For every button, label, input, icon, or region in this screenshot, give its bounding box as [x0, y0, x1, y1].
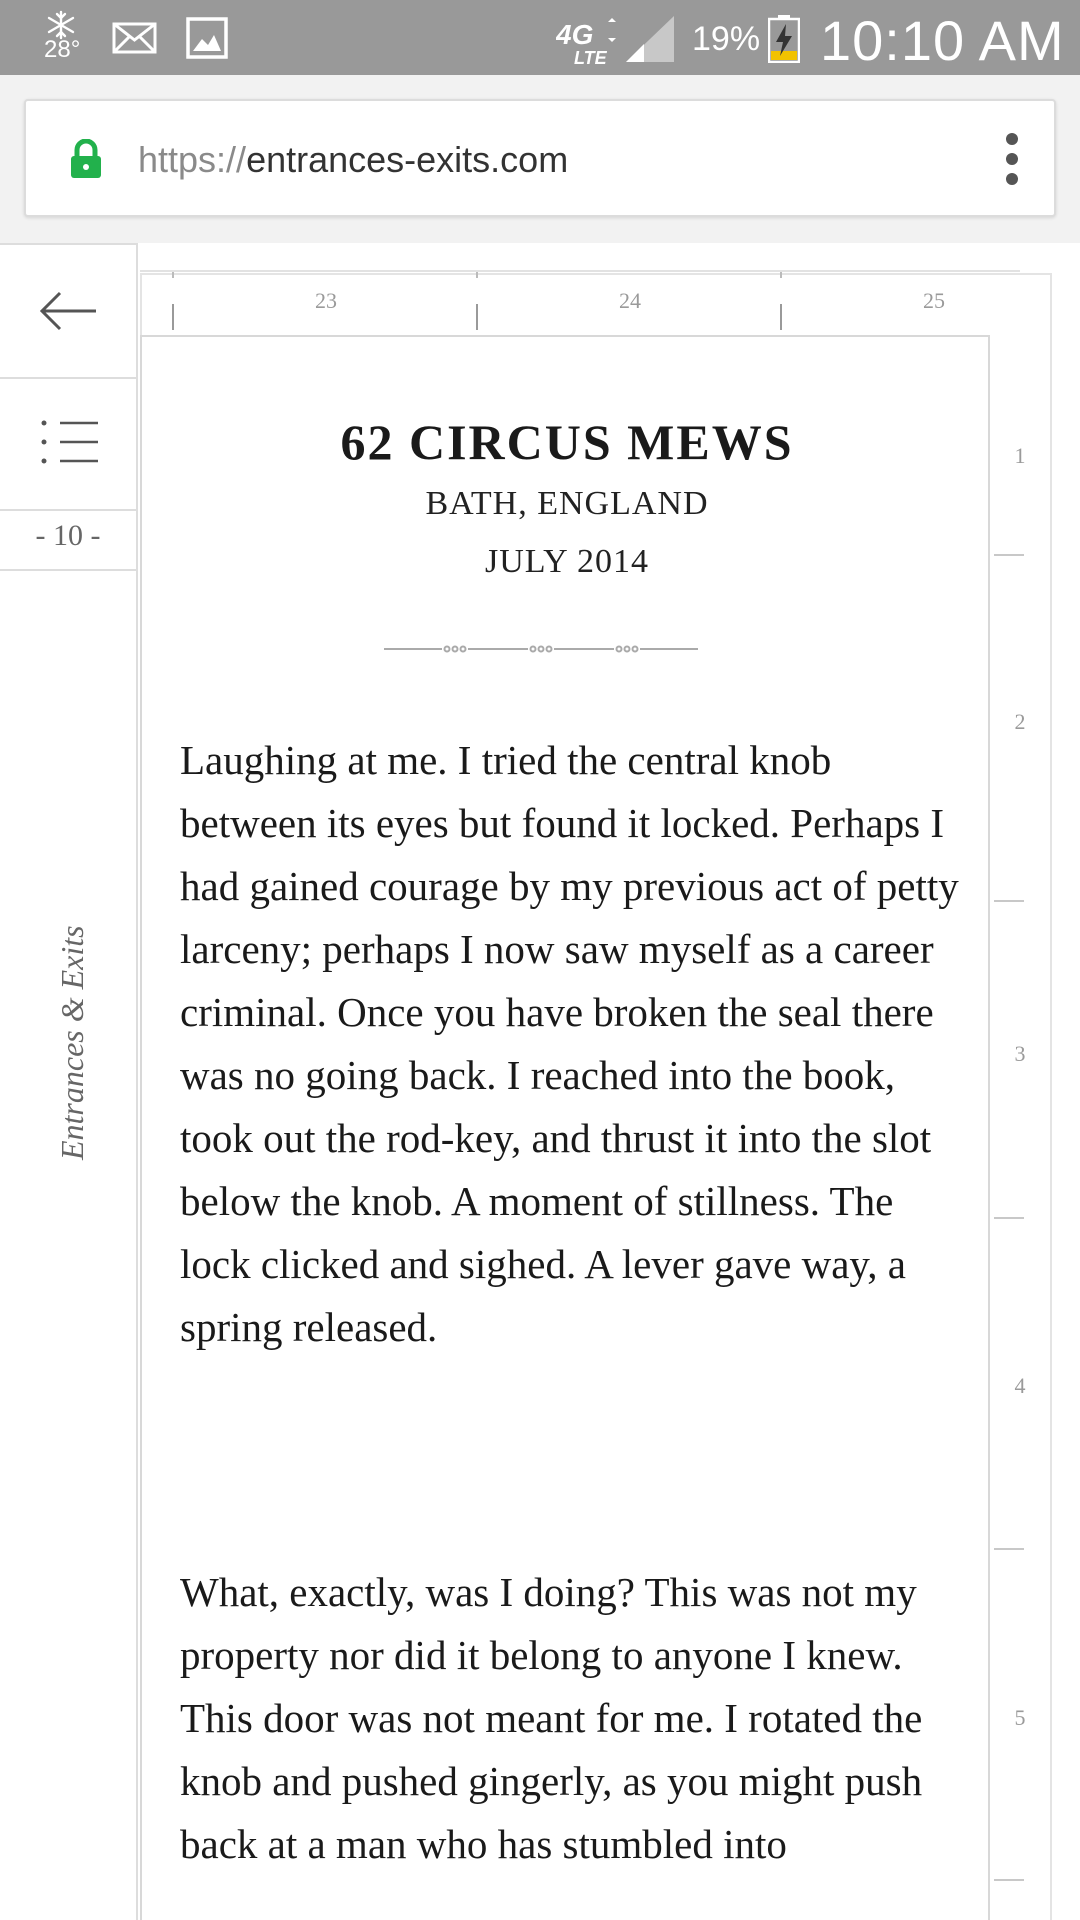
- url-host: entrances-exits.com: [246, 139, 569, 180]
- margin-marker: 2: [1014, 709, 1026, 734]
- margin-dash: [994, 900, 1024, 902]
- reader-sidebar: [0, 243, 138, 1920]
- page-ruler: [140, 270, 1020, 332]
- signal-icon: [622, 16, 674, 62]
- url-scheme: https://: [138, 139, 247, 180]
- ruler-label: 24: [619, 288, 641, 313]
- book-title-vertical: Entrances & Exits: [54, 925, 90, 1160]
- margin-marker: 3: [1014, 1041, 1026, 1066]
- mail-icon: [112, 22, 157, 54]
- ruler-label: 25: [923, 288, 945, 313]
- list-icon: [40, 419, 100, 465]
- ruler-label: 23: [315, 288, 337, 313]
- url-bar[interactable]: [24, 99, 1056, 217]
- margin-marker: 5: [1014, 1705, 1026, 1730]
- ruler-tick: [172, 272, 174, 278]
- margin-marker: 1: [1014, 443, 1026, 468]
- lock-icon: [68, 139, 104, 179]
- status-bar: [0, 0, 1080, 75]
- overflow-menu-icon[interactable]: [1000, 131, 1024, 187]
- margin-dash: [994, 1217, 1024, 1219]
- margin-dash: [994, 1879, 1024, 1881]
- ruler-tick: [172, 304, 174, 330]
- back-button[interactable]: [0, 245, 136, 379]
- 4g-lte-icon: [556, 18, 626, 66]
- margin-dash: [994, 554, 1024, 556]
- reader-page: [0, 243, 1080, 1920]
- margin-marker: 4: [1014, 1373, 1026, 1398]
- page-number: - 10 -: [35, 519, 101, 552]
- battery-percent: 19%: [692, 20, 761, 58]
- book-page: [140, 335, 990, 1920]
- page-number-cell: [0, 509, 136, 571]
- browser-toolbar: [0, 75, 1080, 243]
- table-of-contents-button[interactable]: [0, 377, 136, 511]
- chapter-title: 62 CIRCUS MEWS: [340, 414, 794, 470]
- weather-temperature: 28°: [44, 36, 81, 63]
- ornament-divider: [384, 642, 698, 656]
- network-label: 4G: [556, 19, 594, 50]
- url-text[interactable]: [138, 139, 568, 181]
- ruler-tick: [476, 304, 478, 330]
- ruler-tick: [476, 272, 478, 278]
- clock-time: 10:10 AM: [820, 9, 1065, 72]
- margin-dash: [994, 1548, 1024, 1550]
- paragraph: Laughing at me. I tried the central knob between its eyes but found it locked. Perhaps I had gained courage by my previous act of petty larceny; perhaps I now saw myself as a career criminal. Once you have broken the seal there was no going back. I reached into the book, took out the rod-key, and thrust it into the slot below the knob. A moment of stillness. The lock clicked and sighed. A lever gave way, a spring released.: [180, 737, 959, 1350]
- paragraph: What, exactly, was I doing? This was not my property nor did it belong to anyone I knew. This door was not meant for me. I rotated the knob and pushed gingerly, as you might push back at a man who has stumbled into: [180, 1569, 923, 1867]
- ruler-tick: [780, 272, 782, 278]
- chapter-location: BATH, ENGLAND: [425, 485, 709, 522]
- arrow-left-icon: [40, 291, 98, 331]
- ruler-tick: [780, 304, 782, 330]
- svg-text:LTE: LTE: [574, 48, 607, 66]
- chapter-date: JULY 2014: [485, 543, 649, 580]
- image-icon: [186, 17, 228, 59]
- battery-charging-icon: [768, 15, 800, 63]
